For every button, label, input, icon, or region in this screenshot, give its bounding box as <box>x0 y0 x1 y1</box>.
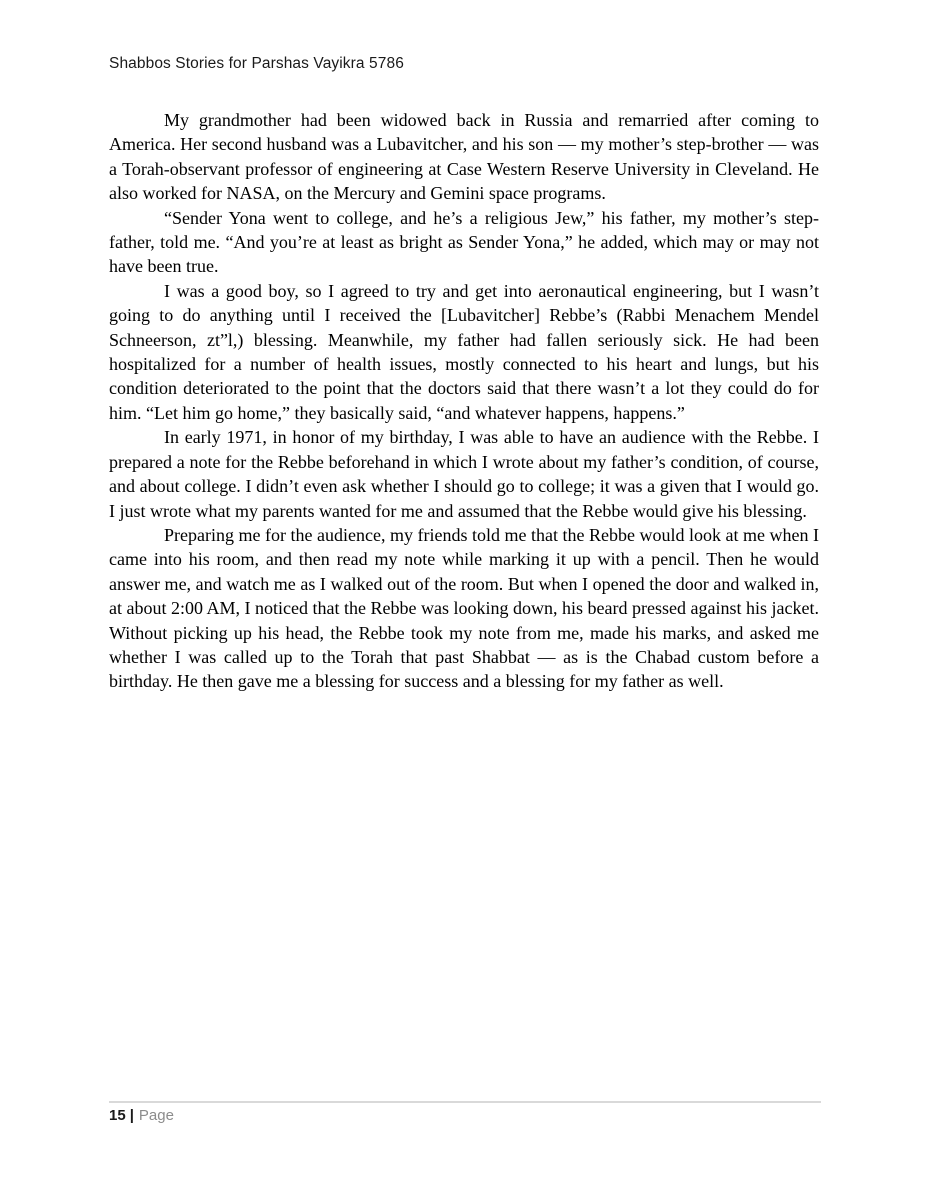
footer-rule <box>109 1101 821 1103</box>
paragraph-5: Preparing me for the audience, my friends told me that the Rebbe would look at me when I came into his room, and then read my note while marking it up with a pencil. Then he would answer me, and watch me as I walked out of the room. But when I opened the door and walked in, at about 2:00 AM, I noticed that the Rebbe was looking down, his beard pressed against his jacket. Without picking up his head, the Rebbe took my note from me, made his marks, and asked me whether I was called up to the Torah that past Shabbat — as is the Chabad custom before a birthday. He then gave me a blessing for success and a blessing for my father as well. <box>109 524 819 692</box>
paragraph-2: “Sender Yona went to college, and he’s a religious Jew,” his father, my mother’s step-father, told me. “And you’re at least as bright as Sender Yona,” he added, which may or may not have been true. <box>109 207 819 277</box>
paragraph-3: I was a good boy, so I agreed to try and get into aeronautical engineering, but I wasn’t going to do anything until I received the [Lubavitcher] Rebbe’s (Rabbi Menachem Mendel Schneerson, zt”l,) blessing. Meanwhile, my father had fallen seriously sick. He had been hospitalized for a number of health issues, mostly connected to his heart and lungs, but his condition deteriorated to the point that the doctors said that there wasn’t a lot they could do for him. “Let him go home,” they basically said, “and whatever happens, happens.” <box>109 280 819 423</box>
page-footer <box>109 1106 819 1126</box>
document-body <box>109 108 819 694</box>
footer-separator: | <box>129 1107 134 1124</box>
paragraph-1: My grandmother had been widowed back in Russia and remarried after coming to America. Her second husband was a Lubavitcher, and his son — my mother’s step-brother — was a Torah-observant professor of engineering at Case Western Reserve University in Cleveland. He also worked for NASA, on the Mercury and Gemini space programs. <box>109 110 819 204</box>
document-header <box>109 55 819 73</box>
header-title: Shabbos Stories for Parshas Vayikra 5786 <box>109 55 404 72</box>
page-number: 15 <box>109 1107 126 1124</box>
paragraph-4: In early 1971, in honor of my birthday, I was able to have an audience with the Rebbe. I prepared a note for the Rebbe beforehand in which I wrote about my father’s condition, of course, and about college. I didn’t even ask whether I should go to college; it was a given that I would go. I just wrote what my parents wanted for me and assumed that the Rebbe would give his blessing. <box>109 427 819 521</box>
footer-page-label: Page <box>138 1107 174 1124</box>
